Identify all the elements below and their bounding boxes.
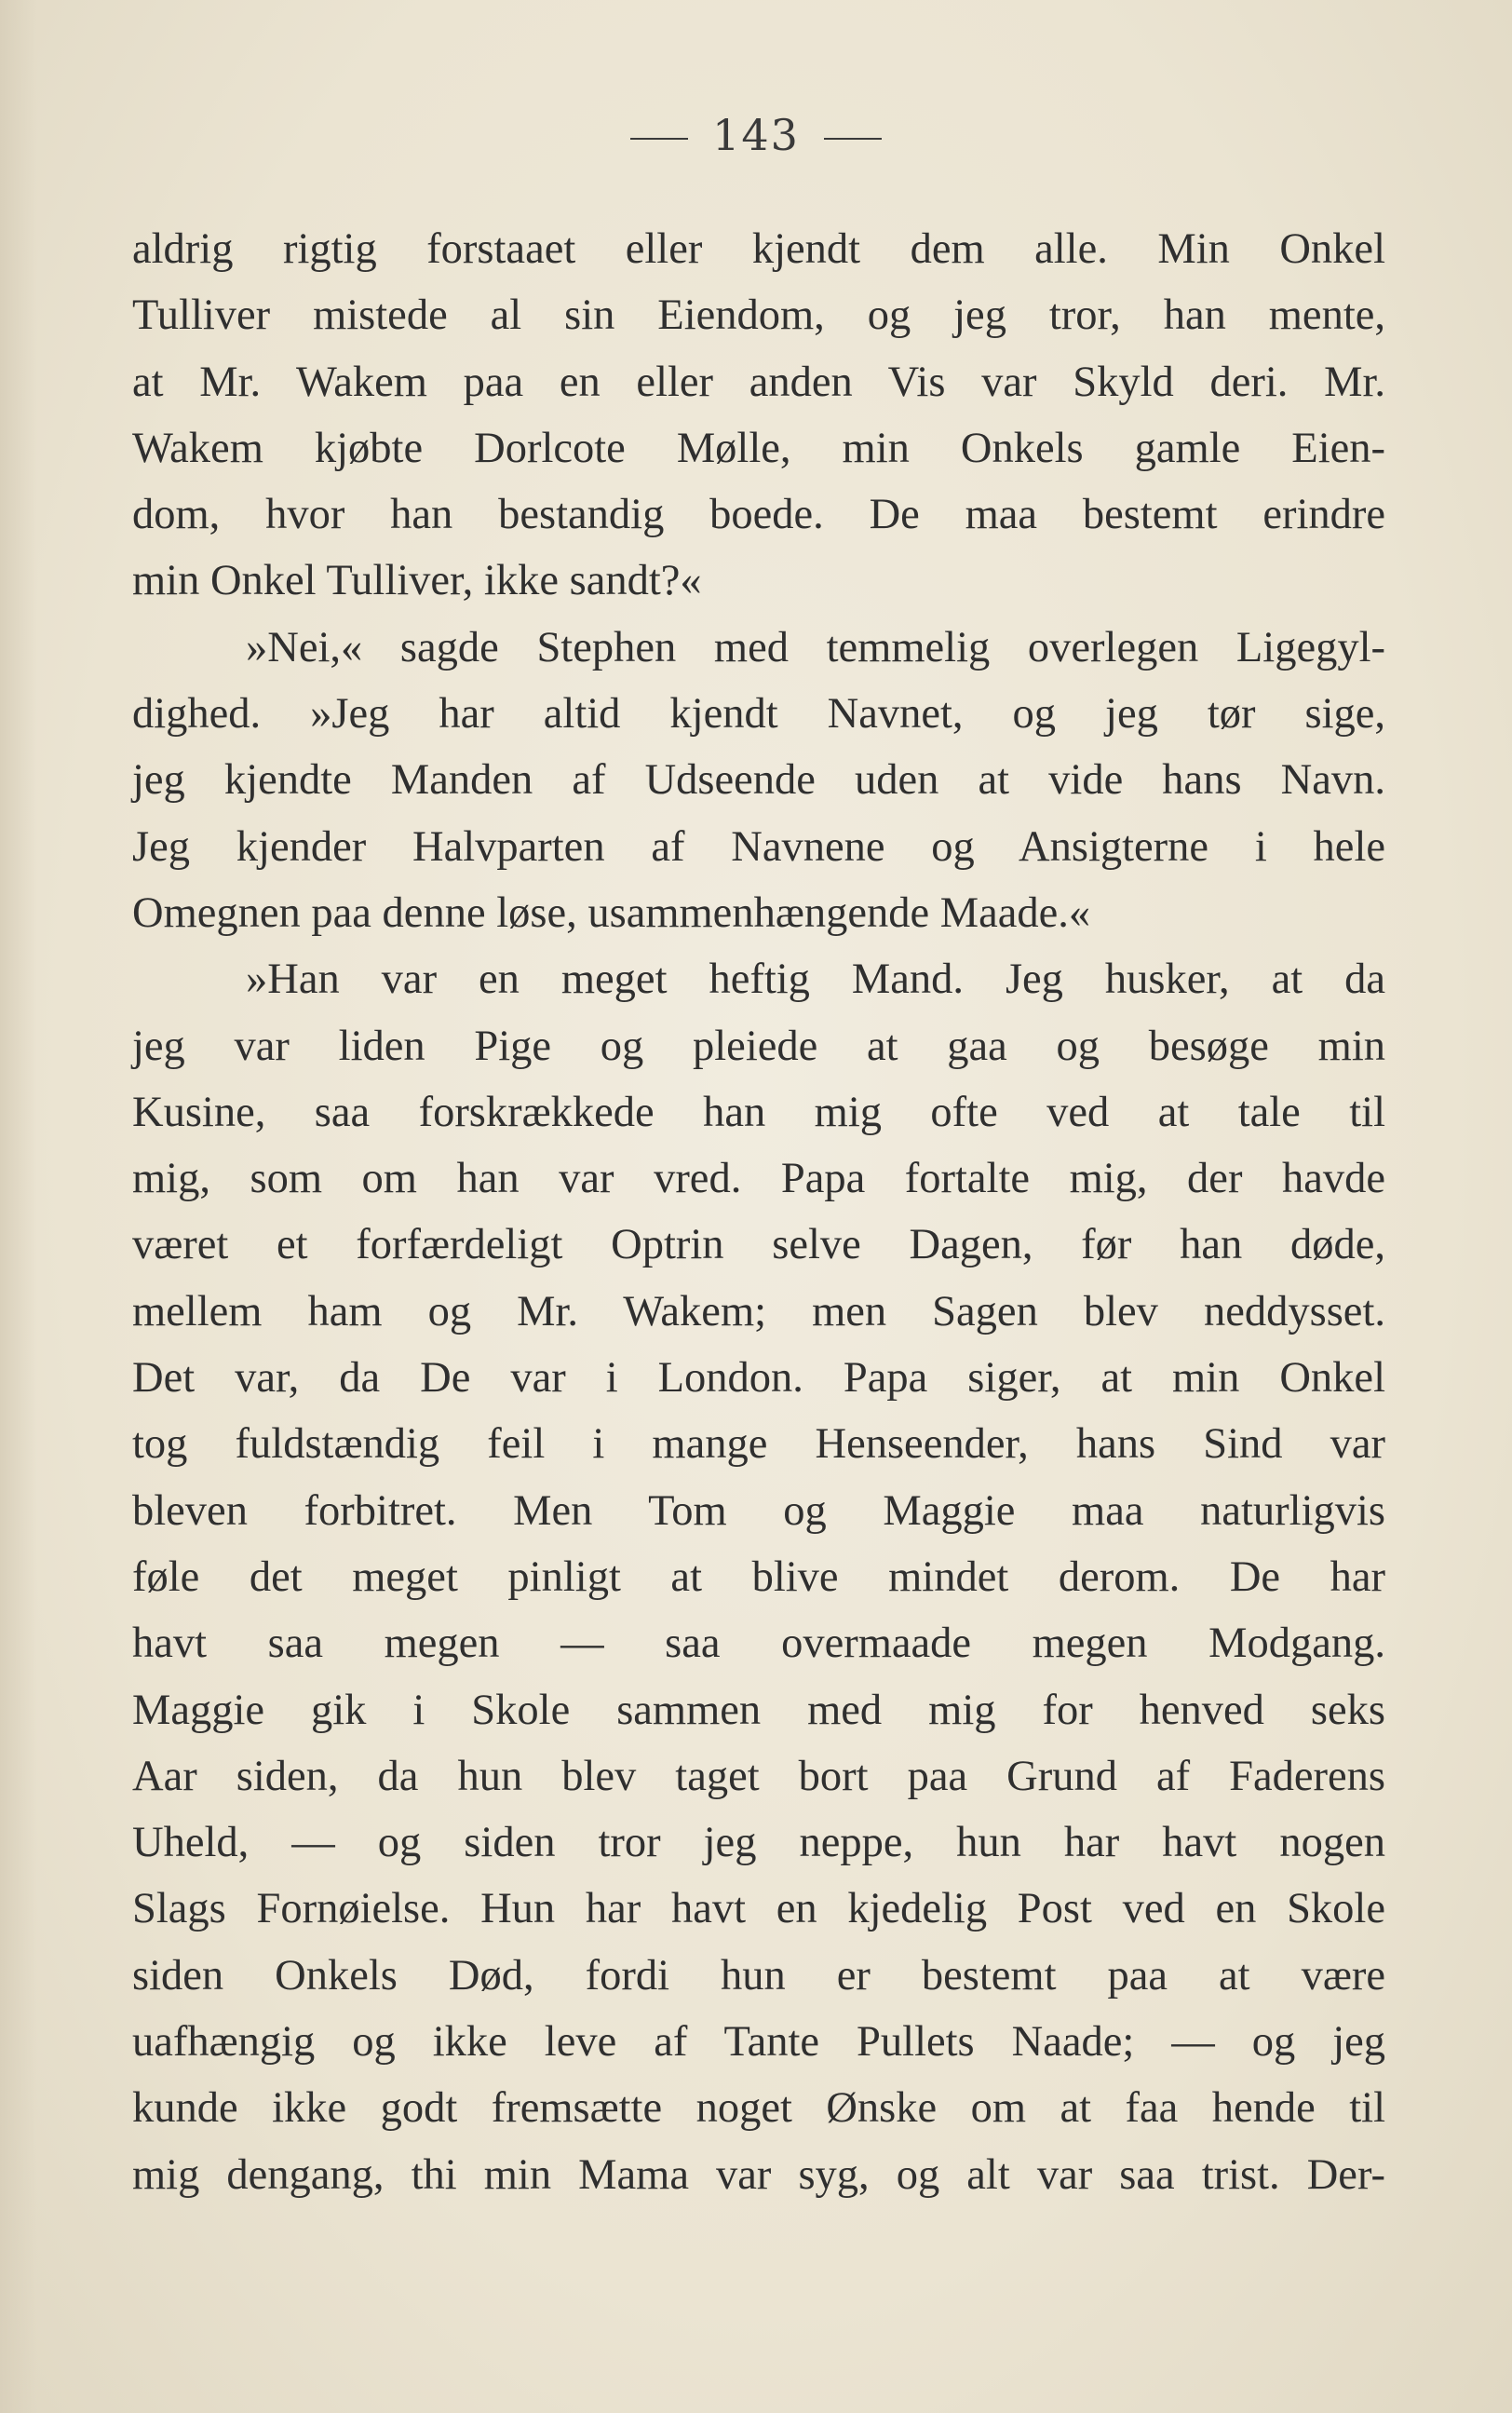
text-line: Kusine, saa forskrækkede han mig ofte ved at tale til <box>132 1088 1385 1136</box>
text-line: kunde ikke godt fremsætte noget Ønske om at faa hende til <box>132 2084 1385 2133</box>
right-dash <box>824 138 882 140</box>
page-edge-shadow <box>0 0 37 2413</box>
text-line: aldrig rigtig forstaaet eller kjendt dem alle. Min Onkel <box>132 225 1385 273</box>
text-line: føle det meget pinligt at blive mindet derom. De har <box>132 1552 1385 1601</box>
text-line: jeg kjendte Manden af Udseende uden at vide hans Navn. <box>132 756 1385 805</box>
text-line: bleven forbitret. Men Tom og Maggie maa naturligvis <box>132 1486 1385 1535</box>
text-line: mellem ham og Mr. Wakem; men Sagen blev neddysset. <box>132 1287 1385 1335</box>
text-line: jeg var liden Pige og pleiede at gaa og besøge min <box>132 1022 1385 1070</box>
text-line: dighed. »Jeg har altid kjendt Navnet, og jeg tør sige, <box>132 690 1385 739</box>
text-line: at Mr. Wakem paa en eller anden Vis var Skyld deri. Mr. <box>132 358 1385 406</box>
text-line: mig, som om han var vred. Papa fortalte mig, der havde <box>132 1155 1385 1203</box>
text-line: Maggie gik i Skole sammen med mig for henved seks <box>132 1686 1385 1734</box>
page-number: 143 <box>712 110 800 160</box>
text-line: Omegnen paa denne løse, usammenhængende Maade.« <box>132 888 1091 937</box>
body-text <box>132 216 1385 2208</box>
text-line: Det var, da De var i London. Papa siger, at min Onkel <box>132 1354 1385 1403</box>
text-line: Jeg kjender Halvparten af Navnene og Ansigterne i hele <box>132 822 1385 871</box>
text-line: været et forfærdeligt Optrin selve Dagen, før han døde, <box>132 1221 1385 1269</box>
text-line: mig dengang, thi min Mama var syg, og alt var saa trist. Der- <box>132 2150 1385 2199</box>
text-line: tog fuldstændig feil i mange Henseender, hans Sind var <box>132 1420 1385 1469</box>
text-line: dom, hvor han bestandig boede. De maa bestemt erindre <box>132 491 1385 539</box>
text-line: uafhængig og ikke leve af Tante Pullets Naade; — og jeg <box>132 2018 1385 2067</box>
text-line: siden Onkels Død, fordi hun er bestemt paa at være <box>132 1951 1385 2000</box>
text-line: havt saa megen — saa overmaade megen Modgang. <box>132 1620 1385 1668</box>
text-line: Tulliver mistede al sin Eiendom, og jeg tror, han mente, <box>132 291 1385 340</box>
text-line: min Onkel Tulliver, ikke sandt?« <box>132 557 702 605</box>
text-line: Aar siden, da hun blev taget bort paa Grund af Faderens <box>132 1752 1385 1800</box>
page-number-header <box>0 110 1512 160</box>
text-line: Slags Fornøielse. Hun har havt en kjedelig Post ved en Skole <box>132 1885 1385 1933</box>
text-line: »Nei,« sagde Stephen med temmelig overlegen Ligegyl- <box>246 623 1385 671</box>
left-dash <box>630 138 688 140</box>
text-line: Wakem kjøbte Dorlcote Mølle, min Onkels gamle Eien- <box>132 424 1385 472</box>
text-line: Uheld, — og siden tror jeg neppe, hun har havt nogen <box>132 1819 1385 1867</box>
text-line: »Han var en meget heftig Mand. Jeg husker, at da <box>246 956 1385 1004</box>
